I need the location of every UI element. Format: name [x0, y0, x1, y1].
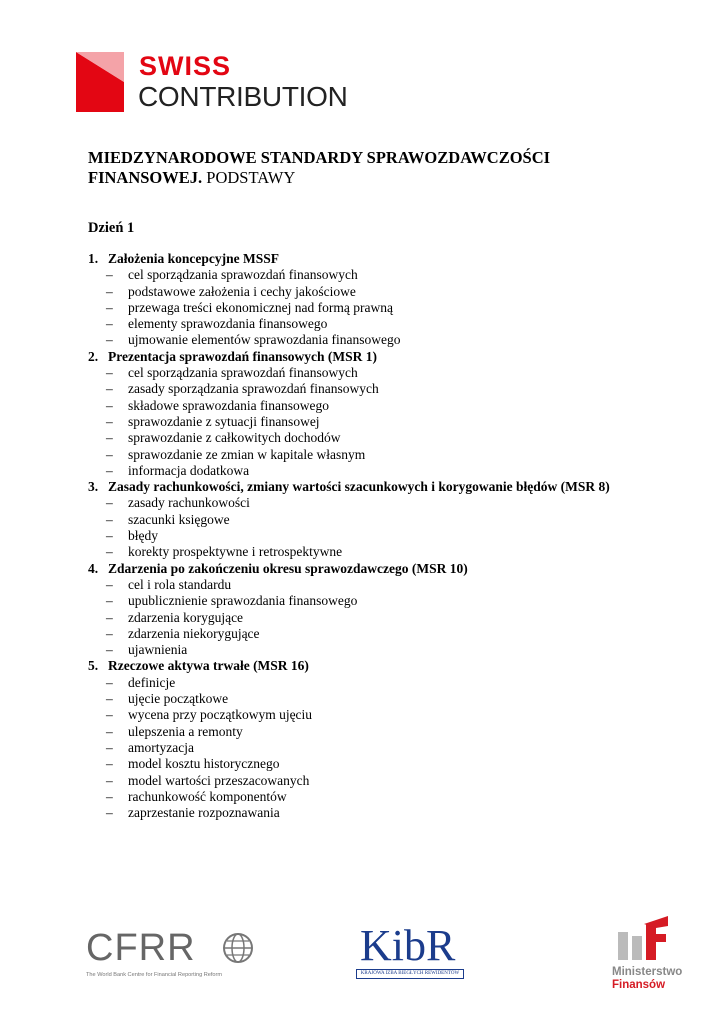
dash-bullet: – — [106, 544, 113, 560]
dash-bullet: – — [106, 707, 113, 723]
list-item — [88, 332, 648, 348]
list-item-text: sprawozdanie z całkowitych dochodów — [128, 430, 341, 446]
list-item — [88, 691, 648, 707]
list-item-text: wycena przy początkowym ujęciu — [128, 707, 313, 723]
list-item-text: ulepszenia a remonty — [128, 723, 243, 739]
list-item-text: upublicznienie sprawozdania finansowego — [128, 593, 358, 609]
kibr-logo-subtitle: KRAJOWA IZBA BIEGŁYCH REWIDENTÓW — [356, 969, 464, 979]
list-item — [88, 724, 648, 740]
list-item-text: podstawowe założenia i cechy jakościowe — [128, 283, 356, 299]
dash-bullet: – — [106, 642, 113, 658]
list-item-text: informacja dodatkowa — [128, 462, 250, 478]
section-number: 5. — [88, 658, 99, 674]
dash-bullet: – — [106, 316, 113, 332]
list-item-text: elementy sprawozdania finansowego — [128, 316, 328, 332]
list-item-text: cel sporządzania sprawozdań finansowych — [128, 267, 358, 283]
list-item-text: ujawnienia — [128, 642, 188, 658]
dash-bullet: – — [106, 365, 113, 381]
section-title: Prezentacja sprawozdań finansowych (MSR 1) — [108, 348, 377, 364]
dash-bullet: – — [106, 691, 113, 707]
dash-bullet: – — [106, 381, 113, 397]
list-item — [88, 447, 648, 463]
list-item — [88, 740, 648, 756]
list-item — [88, 773, 648, 789]
section-heading — [88, 479, 648, 495]
logo-contribution-text: CONTRIBUTION — [138, 81, 348, 112]
list-item — [88, 626, 648, 642]
swiss-contribution-logo — [76, 52, 376, 112]
list-item — [88, 463, 648, 479]
list-item-text: korekty prospektywne i retrospektywne — [128, 544, 343, 560]
agenda-section — [88, 349, 648, 479]
list-item — [88, 414, 648, 430]
list-item — [88, 756, 648, 772]
agenda-section — [88, 479, 648, 560]
list-item — [88, 381, 648, 397]
title-line-2-bold: FINANSOWEJ. — [88, 168, 203, 187]
cfrr-logo-text: CFRR — [86, 927, 196, 969]
list-item — [88, 577, 648, 593]
agenda-section — [88, 658, 648, 821]
list-item-text: zdarzenia korygujące — [128, 609, 244, 625]
dash-bullet: – — [106, 446, 113, 462]
list-item — [88, 805, 648, 821]
section-number: 3. — [88, 479, 99, 495]
section-number: 4. — [88, 560, 99, 576]
document-title — [88, 148, 648, 188]
list-item — [88, 267, 648, 283]
title-line-2-rest: PODSTAWY — [202, 168, 296, 187]
list-item — [88, 610, 648, 626]
dash-bullet: – — [106, 593, 113, 609]
agenda-section — [88, 561, 648, 659]
section-title: Zasady rachunkowości, zmiany wartości szacunkowych i korygowanie błędów (MSR 8) — [108, 479, 610, 495]
section-title: Rzeczowe aktywa trwałe (MSR 16) — [108, 658, 309, 674]
list-item — [88, 528, 648, 544]
cfrr-logo-subtitle: The World Bank Centre for Financial Reporting Reform — [86, 972, 223, 978]
list-item-text: ujęcie początkowe — [128, 691, 229, 707]
section-heading — [88, 561, 648, 577]
list-item-text: zaprzestanie rozpoznawania — [128, 805, 280, 821]
dash-bullet: – — [106, 674, 113, 690]
list-item — [88, 593, 648, 609]
list-item-text: model kosztu historycznego — [128, 756, 280, 772]
dash-bullet: – — [106, 413, 113, 429]
dash-bullet: – — [106, 397, 113, 413]
list-item-text: cel sporządzania sprawozdań finansowych — [128, 365, 358, 381]
dash-bullet: – — [106, 430, 113, 446]
list-item-text: model wartości przeszacowanych — [128, 772, 310, 788]
list-item-text: składowe sprawozdania finansowego — [128, 397, 329, 413]
list-item — [88, 707, 648, 723]
list-item — [88, 675, 648, 691]
list-item-text: zdarzenia niekorygujące — [128, 625, 260, 641]
list-item — [88, 365, 648, 381]
dash-bullet: – — [106, 576, 113, 592]
list-item-text: szacunki księgowe — [128, 511, 230, 527]
dash-bullet: – — [106, 495, 113, 511]
list-item — [88, 398, 648, 414]
dash-bullet: – — [106, 805, 113, 821]
section-heading — [88, 349, 648, 365]
dash-bullet: – — [106, 283, 113, 299]
list-item-text: zasady rachunkowości — [128, 495, 250, 511]
dash-bullet: – — [106, 625, 113, 641]
list-item-text: sprawozdanie z sytuacji finansowej — [128, 413, 320, 429]
section-number: 2. — [88, 348, 99, 364]
mf-logo-line1: Ministerstwo — [612, 966, 683, 978]
list-item-text: sprawozdanie ze zmian w kapitale własnym — [128, 446, 366, 462]
dash-bullet: – — [106, 772, 113, 788]
section-number: 1. — [88, 251, 99, 266]
list-item-text: błędy — [128, 528, 158, 544]
dash-bullet: – — [106, 462, 113, 478]
dash-bullet: – — [106, 756, 113, 772]
dash-bullet: – — [106, 299, 113, 315]
list-item — [88, 495, 648, 511]
agenda-section — [88, 251, 648, 349]
kibr-logo-text: KibR — [360, 921, 456, 970]
list-item-text: definicje — [128, 674, 176, 690]
dash-bullet: – — [106, 528, 113, 544]
title-line-1: MIEDZYNARODOWE STANDARDY SPRAWOZDAWCZOŚCI — [88, 148, 551, 167]
list-item — [88, 430, 648, 446]
section-title: Założenia koncepcyjne MSSF — [108, 251, 279, 266]
list-item-text: ujmowanie elementów sprawozdania finansowego — [128, 332, 401, 348]
logo-swiss-text: SWISS — [139, 51, 232, 81]
list-item — [88, 284, 648, 300]
list-item-text: przewaga treści ekonomicznej nad formą prawną — [128, 299, 393, 315]
day-heading: Dzień 1 — [88, 220, 135, 236]
dash-bullet: – — [106, 739, 113, 755]
section-title: Zdarzenia po zakończeniu okresu sprawozdawczego (MSR 10) — [108, 560, 468, 576]
kibr-logo — [356, 921, 466, 984]
globe-icon — [222, 932, 254, 964]
section-heading — [88, 251, 648, 267]
dash-bullet: – — [106, 609, 113, 625]
dash-bullet: – — [106, 267, 113, 283]
dash-bullet: – — [106, 723, 113, 739]
dash-bullet: – — [106, 788, 113, 804]
list-item-text: cel i rola standardu — [128, 576, 232, 592]
mf-logo-line2: Finansów — [612, 979, 666, 991]
list-item — [88, 300, 648, 316]
list-item — [88, 316, 648, 332]
section-heading — [88, 658, 648, 674]
dash-bullet: – — [106, 511, 113, 527]
cfrr-logo — [86, 928, 256, 984]
agenda-content — [88, 251, 648, 821]
list-item-text: rachunkowość komponentów — [128, 788, 287, 804]
list-item-text: zasady sporządzania sprawozdań finansowych — [128, 381, 379, 397]
list-item — [88, 512, 648, 528]
list-item-text: amortyzacja — [128, 739, 194, 755]
dash-bullet: – — [106, 332, 113, 348]
ministerstwo-finansow-logo — [612, 914, 682, 994]
swiss-flag-mark-icon — [76, 52, 124, 112]
list-item — [88, 642, 648, 658]
mf-emblem-icon — [614, 914, 670, 962]
list-item — [88, 789, 648, 805]
list-item — [88, 544, 648, 560]
